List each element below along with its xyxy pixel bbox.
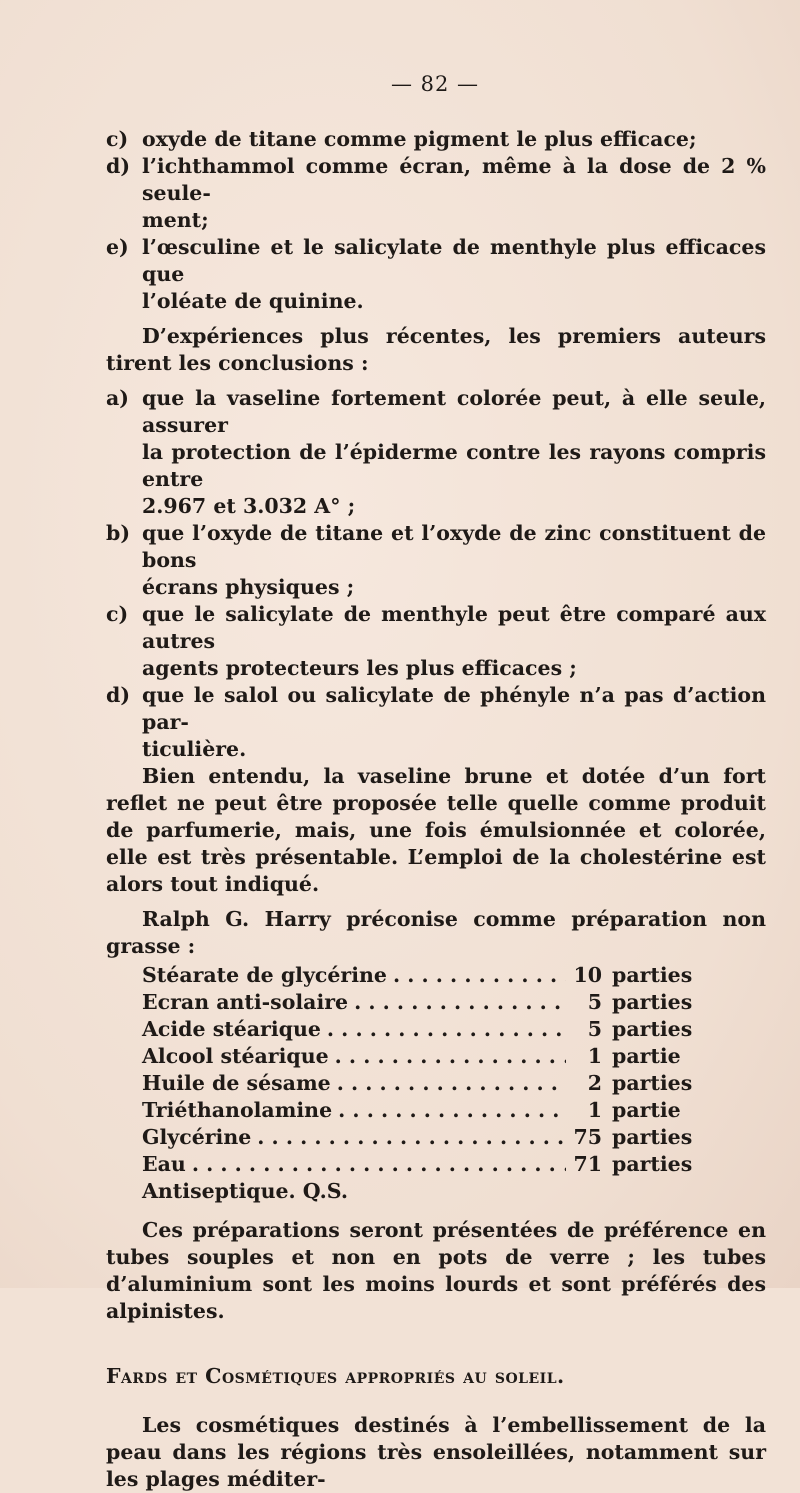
ingredient-unit: parties <box>612 1125 693 1149</box>
recipe-row <box>142 1016 702 1043</box>
ingredient-name: Huile de sésame <box>142 1071 331 1095</box>
ingredient-quantity: 1 <box>587 1098 602 1122</box>
ingredient-name: Glycérine <box>142 1125 252 1149</box>
list-item-label: d) <box>106 683 131 707</box>
paragraph-packaging: Ces préparations seront présentées de préférence en tubes souples et non en pots de verre ; les tubes d’aluminium sont les moins lourds et sont préférés des alpinistes. <box>106 1218 766 1323</box>
ingredient-quantity: 5 <box>587 1017 602 1041</box>
recipe-row <box>142 1097 702 1124</box>
ingredient-unit: parties <box>612 1071 693 1095</box>
ingredient-unit: parties <box>612 963 693 987</box>
ingredient-quantity: 10 <box>573 963 602 987</box>
list-item-line: que le salol ou salicylate de phényle n’a pas d’action par- <box>142 683 766 734</box>
list-item-line: ticulière. <box>142 737 247 761</box>
ingredient-quantity: 5 <box>587 990 602 1014</box>
list-item <box>106 234 766 315</box>
ingredient-unit: parties <box>612 990 693 1014</box>
leader-dots <box>327 1016 566 1043</box>
ingredient-quantity: 2 <box>587 1071 602 1095</box>
list-item-line: oxyde de titane comme pigment le plus efficace; <box>142 127 697 151</box>
ingredient-name: Triéthanolamine <box>142 1098 333 1122</box>
list-item-line: l’oléate de quinine. <box>142 289 364 313</box>
recipe-row <box>142 1043 702 1070</box>
leader-dots <box>257 1124 566 1151</box>
list-item <box>106 520 766 601</box>
list-item-label: b) <box>106 521 131 545</box>
list-conclusions <box>106 385 766 763</box>
list-item-label: e) <box>106 235 129 259</box>
ingredient-unit: parties <box>612 1017 693 1041</box>
paragraph-vaseline: Bien entendu, la vaseline brune et dotée d’un fort reflet ne peut être proposée telle quelle comme produit de parfumerie, mais, une fois émulsionnée et colorée, elle est très présentable. L’emploi de la cholestérine est alors tout indiqué. <box>106 764 766 896</box>
leader-dots <box>335 1043 566 1070</box>
ingredient-quantity: 1 <box>587 1044 602 1068</box>
paragraph-conclusions-intro: D’expériences plus récentes, les premiers auteurs tirent les conclusions : <box>106 324 766 375</box>
recipe-row <box>142 962 702 989</box>
list-item-label: c) <box>106 602 129 626</box>
ingredient-quantity: 71 <box>573 1152 602 1176</box>
ingredient-unit: parties <box>612 1152 693 1176</box>
list-item-label: c) <box>106 127 129 151</box>
list-item <box>106 126 766 153</box>
list-item-line: ment; <box>142 208 209 232</box>
list-item-line: que la vaseline fortement colorée peut, à elle seule, assurer <box>142 386 766 437</box>
leader-dots <box>338 1097 566 1124</box>
list-item <box>106 601 766 682</box>
list-item <box>106 385 766 520</box>
recipe-row <box>142 1070 702 1097</box>
section-heading: Fards et Cosmétiques appropriés au soleil. <box>106 1364 565 1388</box>
list-item-line: l’œsculine et le salicylate de menthyle plus efficaces que <box>142 235 766 286</box>
recipe-note: Antiseptique. Q.S. <box>142 1179 348 1203</box>
page-number: — 82 — <box>390 72 480 96</box>
list-item-line: que le salicylate de menthyle peut être comparé aux autres <box>142 602 766 653</box>
recipe-row <box>142 1124 702 1151</box>
paragraph-harry: Ralph G. Harry préconise comme préparation non grasse : <box>106 907 766 958</box>
leader-dots <box>354 989 566 1016</box>
list-item-line: 2.967 et 3.032 A° ; <box>142 494 356 518</box>
list-item-label: d) <box>106 154 131 178</box>
list-item-line: l’ichthammol comme écran, même à la dose de 2 % seule- <box>142 154 766 205</box>
list-item-line: écrans physiques ; <box>142 575 355 599</box>
recipe-row <box>142 989 702 1016</box>
ingredient-quantity: 75 <box>573 1125 602 1149</box>
ingredient-unit: partie <box>612 1098 681 1122</box>
leader-dots <box>192 1151 566 1178</box>
ingredient-name: Eau <box>142 1152 186 1176</box>
list-item-line: agents protecteurs les plus efficaces ; <box>142 656 577 680</box>
list-item-label: a) <box>106 386 129 410</box>
list-item <box>106 682 766 763</box>
recipe-table <box>142 962 702 1178</box>
ingredient-name: Stéarate de glycérine <box>142 963 387 987</box>
leader-dots <box>393 962 566 989</box>
ingredient-unit: partie <box>612 1044 681 1068</box>
list-item <box>106 153 766 234</box>
list-first <box>106 126 766 315</box>
paragraph-cosmetics: Les cosmétiques destinés à l’embellissement de la peau dans les régions très ensoleillées, notamment sur les plages méditer- <box>106 1413 766 1491</box>
ingredient-name: Alcool stéarique <box>142 1044 329 1068</box>
recipe-row <box>142 1151 702 1178</box>
ingredient-name: Ecran anti-solaire <box>142 990 349 1014</box>
leader-dots <box>337 1070 566 1097</box>
ingredient-name: Acide stéarique <box>142 1017 321 1041</box>
list-item-line: la protection de l’épiderme contre les rayons compris entre <box>142 440 766 491</box>
list-item-line: que l’oxyde de titane et l’oxyde de zinc constituent de bons <box>142 521 766 572</box>
